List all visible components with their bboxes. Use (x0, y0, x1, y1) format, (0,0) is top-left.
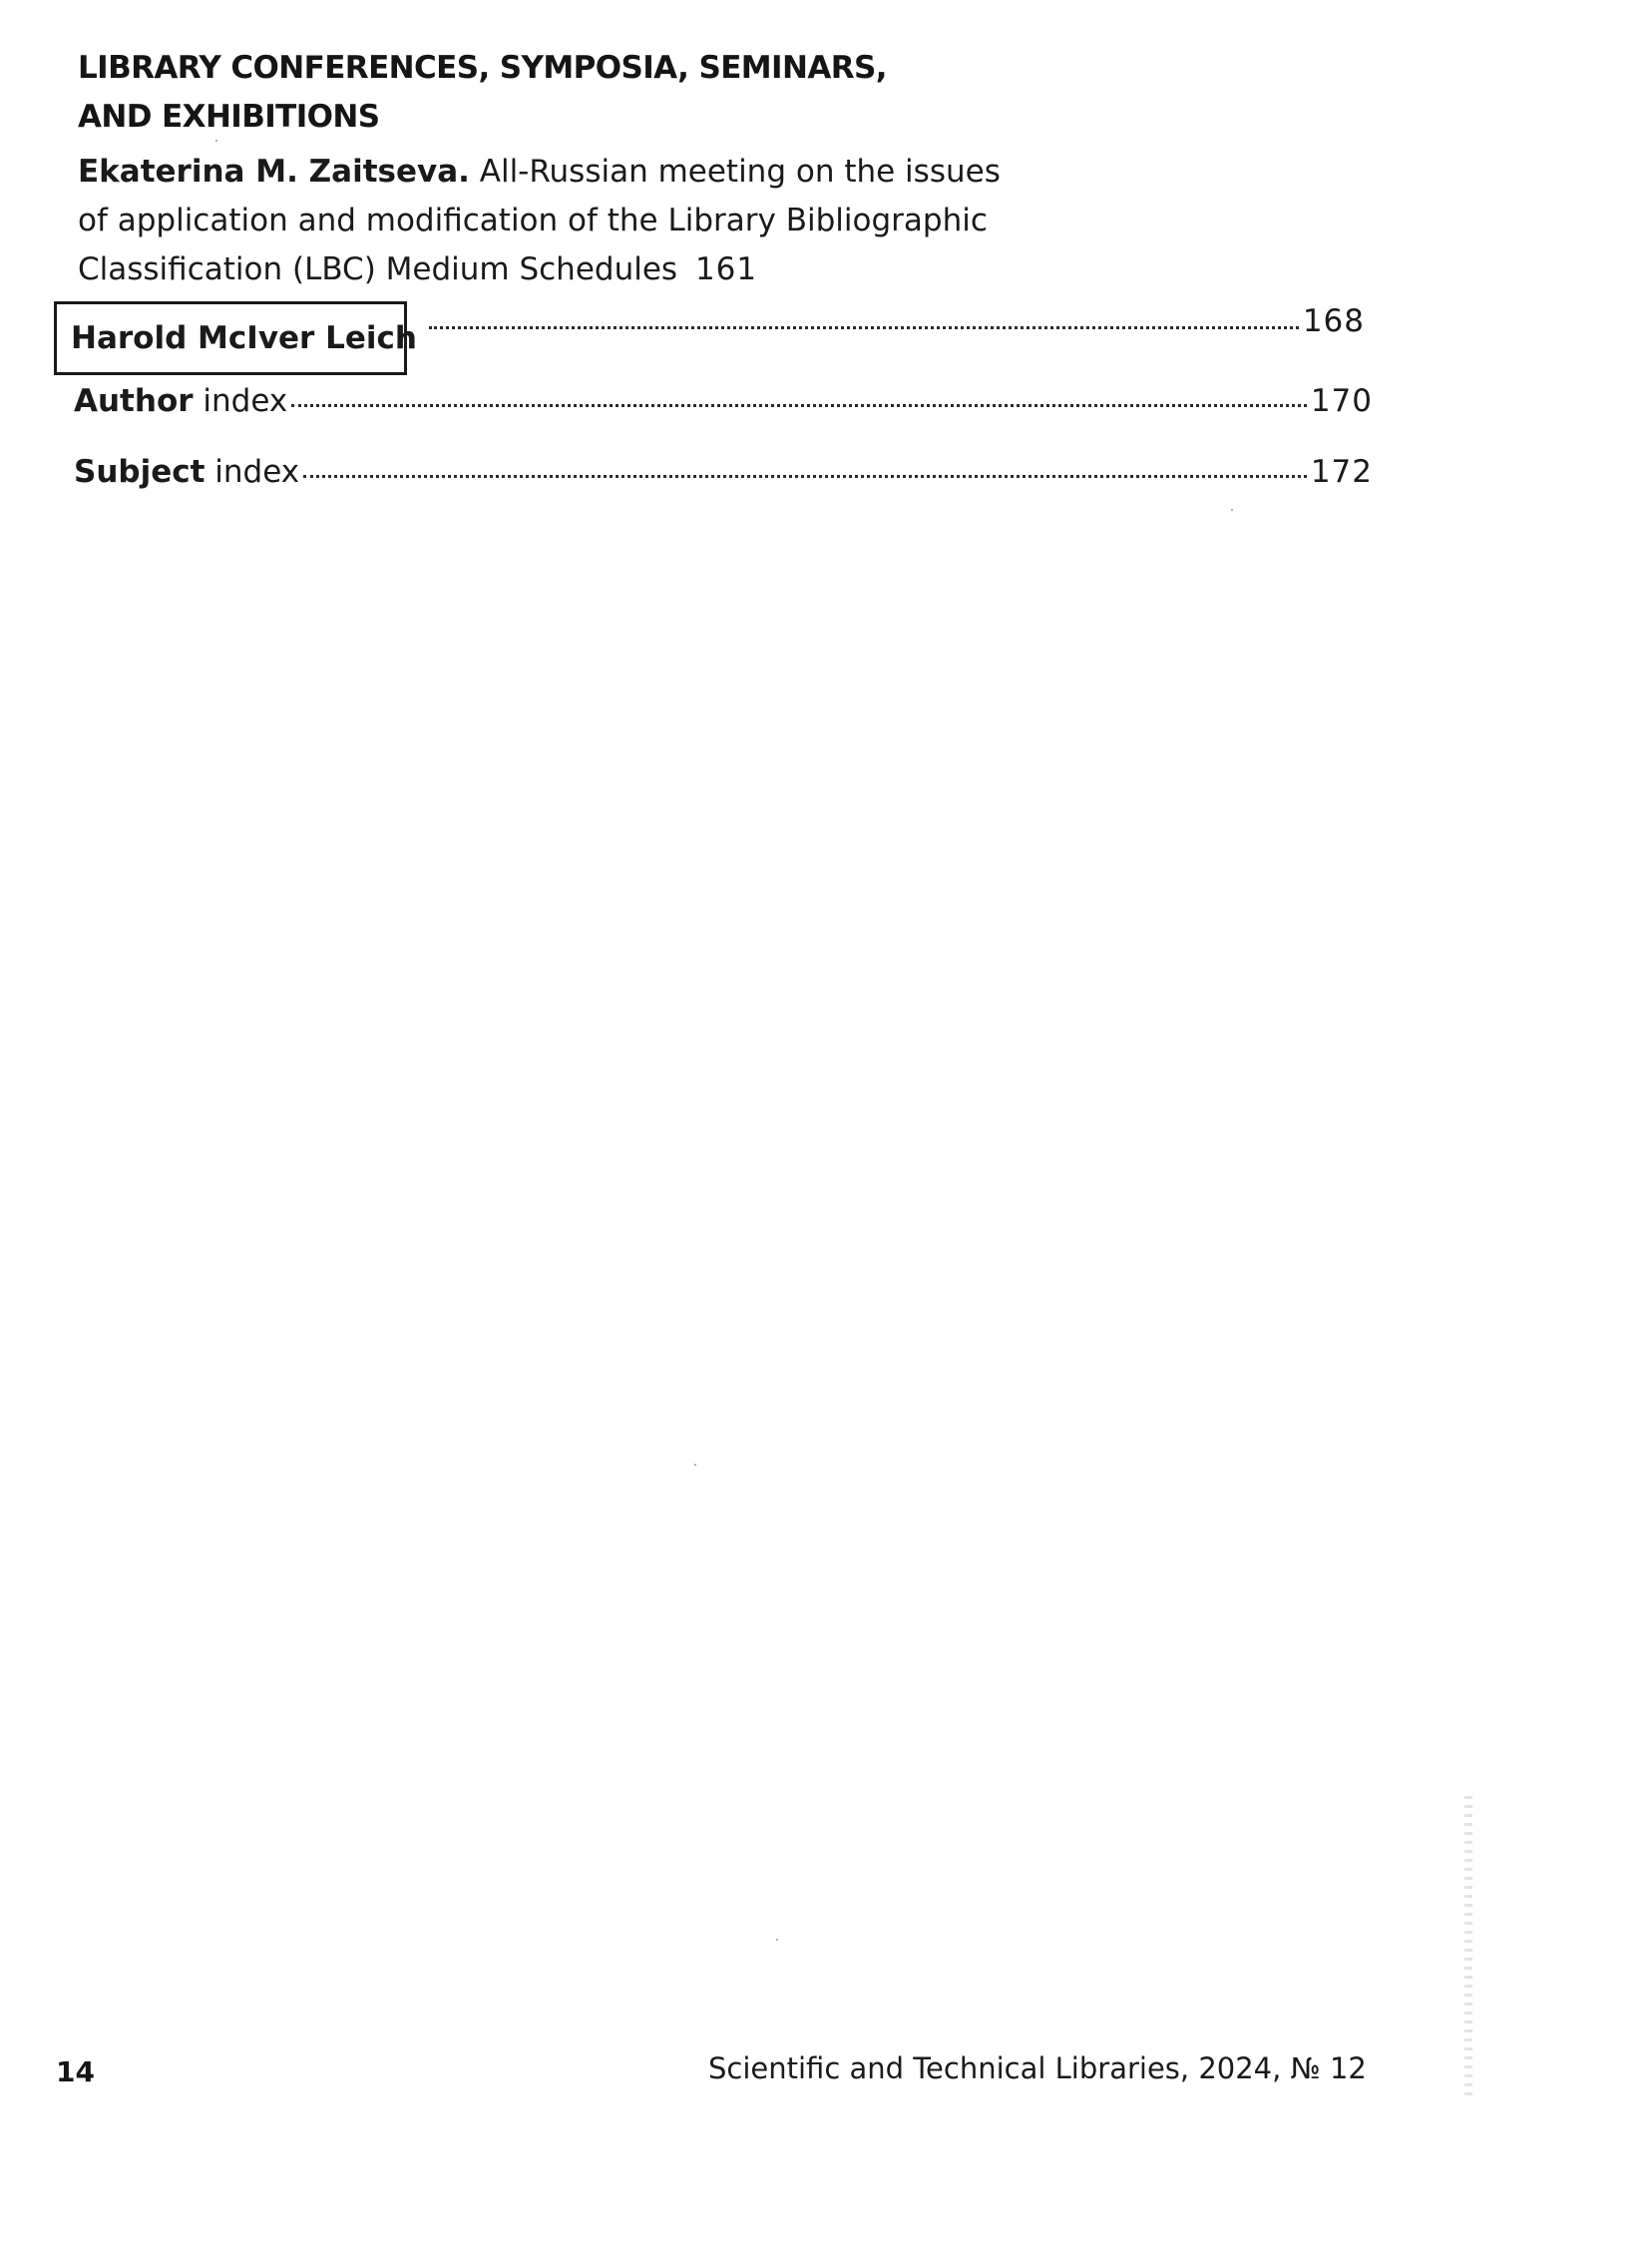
section-heading (78, 44, 887, 142)
dot-leader (303, 475, 1307, 478)
toc-entry-leich (54, 301, 1365, 379)
scan-speck (776, 1939, 778, 1941)
toc-entry-author-index (74, 377, 1373, 425)
toc-entry-zaitseva (78, 148, 1365, 294)
author-index-label-bold: Author (74, 383, 194, 419)
dot-leader (291, 404, 1307, 407)
toc-entry-title-line-1: All-Russian meeting on the issues (479, 154, 1001, 190)
toc-entry-title-line-2: of application and modification of the Library Bibliographic (78, 203, 988, 238)
toc-entry-line-3 (78, 245, 1365, 294)
footer-journal-citation: Scientific and Technical Libraries, 2024, № 12 (708, 2051, 1367, 2085)
subject-index-page-number: 172 (1310, 454, 1373, 490)
section-heading-line-1: LIBRARY CONFERENCES, SYMPOSIA, SEMINARS, (78, 50, 887, 86)
scan-speck (694, 1464, 696, 1466)
author-index-label (74, 377, 287, 425)
scan-speck (1231, 509, 1233, 511)
subject-index-label-rest: index (214, 454, 300, 490)
scan-edge-artifact (1464, 1796, 1472, 2095)
subject-index-label (74, 448, 299, 496)
scan-speck (215, 140, 217, 142)
toc-entry-page-number: 161 (694, 251, 758, 287)
subject-index-label-bold: Subject (74, 454, 206, 490)
author-index-page-number: 170 (1310, 383, 1373, 419)
toc-entry-author: Ekaterina M. Zaitseva. (78, 154, 470, 190)
toc-entry-title-line-3: Classification (LBC) Medium Schedules (78, 251, 678, 287)
toc-entry-boxed-author: Harold McIver Leich (54, 301, 407, 375)
section-heading-line-2: AND EXHIBITIONS (78, 99, 380, 135)
author-index-label-rest: index (203, 383, 288, 419)
dot-leader (429, 326, 1299, 329)
toc-entry-page-number: 168 (1302, 303, 1365, 339)
toc-entry-line-1 (78, 148, 1365, 197)
toc-entry-leich-leader (429, 301, 1365, 341)
toc-entry-subject-index (74, 448, 1373, 496)
footer-page-number: 14 (56, 2055, 95, 2088)
